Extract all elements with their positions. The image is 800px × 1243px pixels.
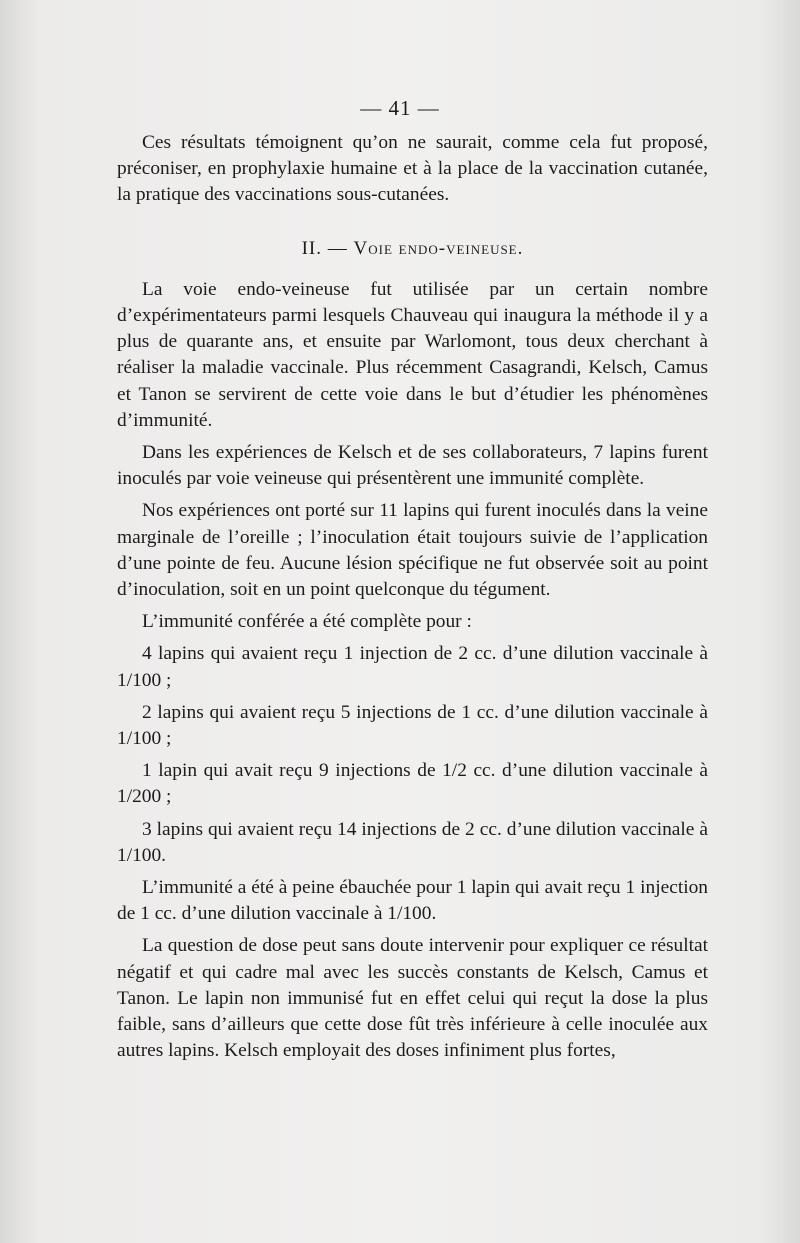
list-item: 1 lapin qui avait reçu 9 injections de 1/2 cc. d’une dilution vaccinale à 1/200 ; <box>117 760 708 808</box>
paragraph-4: Nos expériences ont porté sur 11 lapins qui furent inoculés dans la veine marginale de l’oreille ; l’inoculation était toujours suivie de l’application d’une pointe de feu. Aucune lésion spécifique ne fut observée soit au point d’inoculation, soit en un point quelconque du tégument. <box>117 500 708 601</box>
paragraph-6: L’immunité a été à peine ébauchée pour 1 lapin qui avait reçu 1 injection de 1 cc. d’une dilution vaccinale à 1/100. <box>117 877 708 925</box>
list-item: 2 lapins qui avaient reçu 5 injections de 1 cc. d’une dilution vaccinale à 1/100 ; <box>117 701 708 750</box>
list-item: 3 lapins qui avaient reçu 14 injections de 2 cc. d’une dilution vaccinale à 1/100. <box>117 818 708 866</box>
paragraph-5: L’immunité conférée a été complète pour : <box>142 611 472 633</box>
paragraph-7: La question de dose peut sans doute intervenir pour expliquer ce résultat négatif et qui cadre mal avec les succès constants de Kelsch, Camus et Tanon. Le lapin non immunisé fut en effet celui qui reçut la dose la plus faible, sans d’ailleurs que cette dose fût très inférieure à celle inoculée aux autres lapins. Kelsch employait des doses infiniment plus fortes, <box>117 935 708 1062</box>
section-heading-number: II. — <box>301 237 348 259</box>
paragraph-3: Dans les expériences de Kelsch et de ses collaborateurs, 7 lapins furent inoculés par voie veineuse qui présentèrent une immunité complète. <box>117 442 708 490</box>
immunity-list <box>117 641 708 869</box>
page-body <box>117 130 708 1065</box>
section-heading <box>117 236 708 262</box>
paragraph-2: La voie endo-veineuse fut utilisée par un certain nombre d’expérimentateurs parmi lesquels Chauveau qui inaugura la méthode il y a plus de quarante ans, et ensuite par Warlomont, tous deux cherchant à réaliser la maladie vaccinale. Plus récemment Casagrandi, Kelsch, Camus et Tanon se servirent de cette voie dans le but d’étudier les phénomènes d’immunité. <box>117 278 708 431</box>
section-heading-title: Voie endo-veineuse. <box>353 237 524 259</box>
page-number: — 41 — <box>360 96 440 120</box>
paragraph-1: Ces résultats témoignent qu’on ne saurait, comme cela fut proposé, préconiser, en prophylaxie humaine et à la place de la vaccination cutanée, la pratique des vaccinations sous-cutanées. <box>117 132 708 206</box>
list-item: 4 lapins qui avaient reçu 1 injection de 2 cc. d’une dilution vaccinale à 1/100 ; <box>117 643 708 691</box>
